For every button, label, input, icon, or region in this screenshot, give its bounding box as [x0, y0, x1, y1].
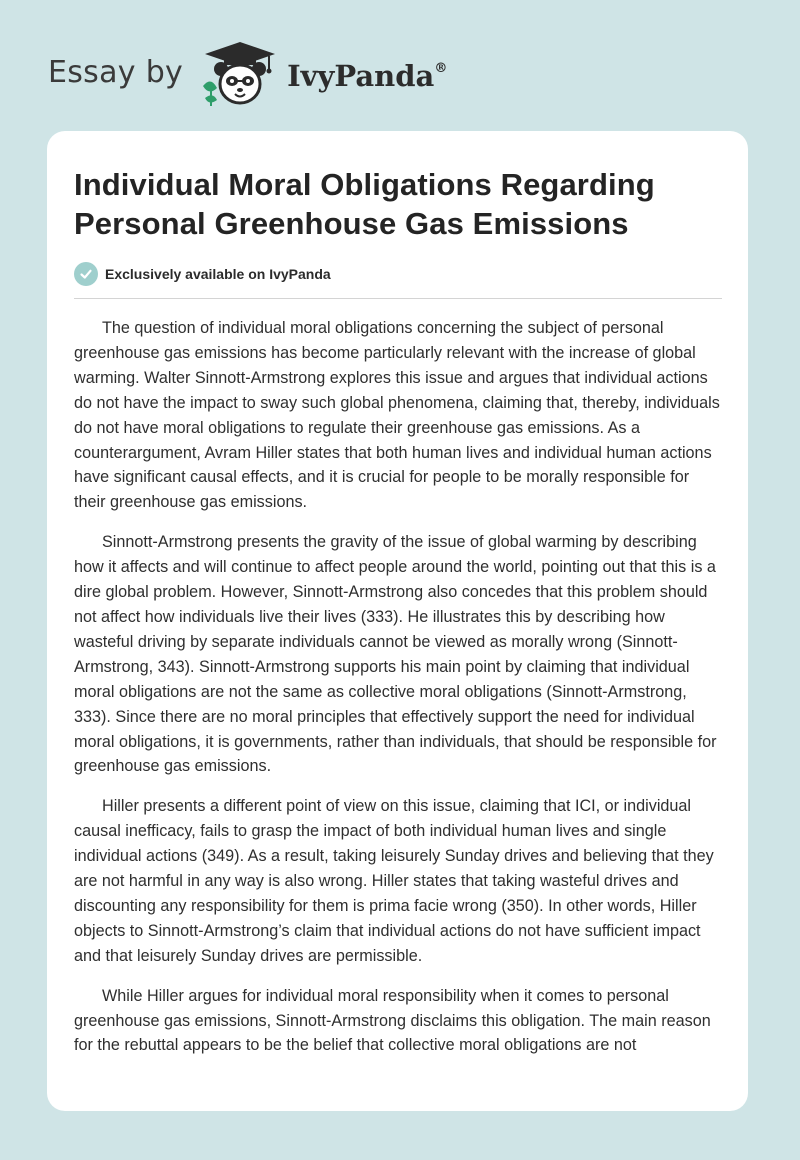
essay-title: Individual Moral Obligations Regarding Personal Greenhouse Gas Emissions: [74, 167, 655, 241]
paragraph: Hiller presents a different point of view on this issue, claiming that ICI, or individual causal inefficacy, fails to grasp the impact of both individual human lives and single individual actions (349). As a result, taking leisurely Sunday drives and believing that they are not harmful in any way is also wrong. Hiller states that taking wasteful drives and discounting any responsibility for them is prima facie wrong (350). In other words, Hiller objects to Sinnott-Armstrong’s claim that individual actions do not have sufficient impact and that leisurely Sunday drives are permissible.: [74, 797, 714, 965]
essay-by-label: Essay by: [48, 54, 184, 90]
exclusive-text: Exclusively available on IvyPanda: [105, 266, 331, 282]
site-header: [48, 36, 447, 108]
essay-card: [47, 131, 748, 1111]
brand-text: IvyPanda: [287, 59, 435, 93]
registered-mark: ®: [434, 61, 448, 76]
check-icon: [74, 262, 98, 286]
brand-name[interactable]: [287, 59, 447, 93]
paragraph: Sinnott-Armstrong presents the gravity of the issue of global warming by describing how it affects and will continue to affect people around the world, pointing out that this is a dire global problem. However, Sinnott-Armstrong also concedes that this problem should not affect how individuals live their lives (333). He illustrates this by describing how wasteful driving by separate individuals cannot be viewed as morally wrong (Sinnott-Armstrong, 343). Sinnott-Armstrong supports his main point by claiming that individual moral obligations are not the same as collective moral obligations (Sinnott-Armstrong, 333). Since there are no moral principles that effectively support the need for individual moral obligations, it is governments, rather than individuals, that should be responsible for greenhouse gas emissions.: [74, 533, 717, 776]
exclusive-badge: [74, 262, 722, 299]
essay-body: [74, 316, 722, 1058]
panda-logo-icon[interactable]: [197, 36, 283, 108]
paragraph: The question of individual moral obligations concerning the subject of personal greenhouse gas emissions has become particularly relevant with the increase of global warming. Walter Sinnott-Armstrong explores this issue and argues that individual actions do not have the impact to sway such global phenomena, claiming that, thereby, individuals do not have moral obligations to regulate their greenhouse gas emissions. As a counterargument, Avram Hiller states that both human lives and individual human actions have significant causal effects, and it is crucial for people to be morally responsible for their greenhouse gas emissions.: [74, 319, 720, 512]
paragraph: While Hiller argues for individual moral responsibility when it comes to personal greenhouse gas emissions, Sinnott-Armstrong disclaims this obligation. The main reason for the rebuttal appears to be the belief that collective moral obligations are not: [74, 986, 711, 1055]
